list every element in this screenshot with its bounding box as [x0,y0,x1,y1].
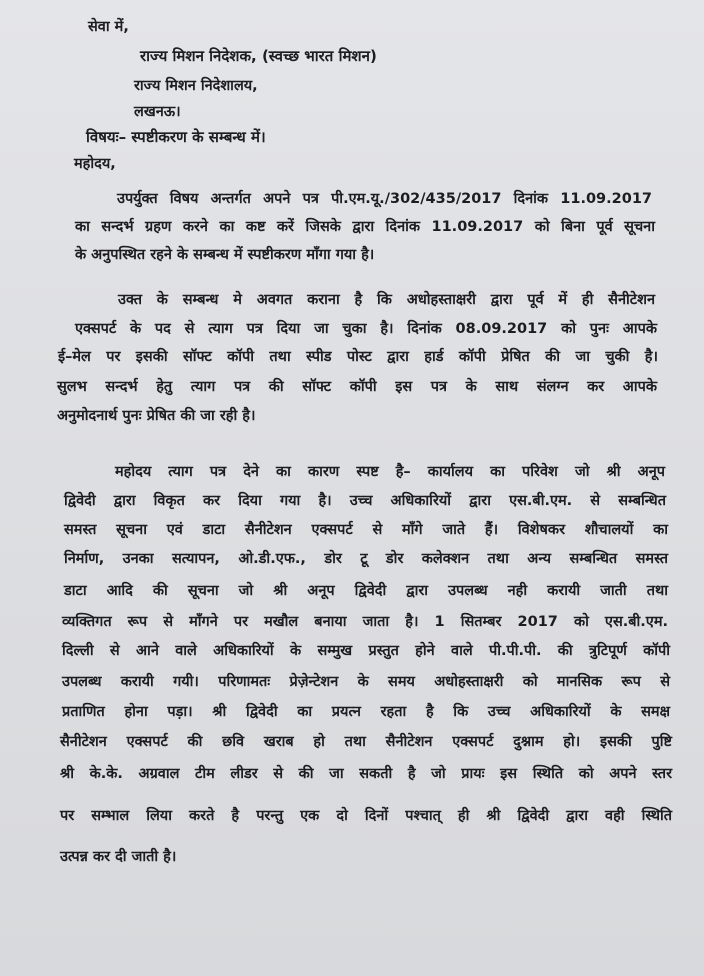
para3-line-5: डाटा आदि की सूचना जो श्री अनूप द्विवेदी द्वारा उपलब्ध नही करायी जाती तथा [64,583,668,599]
para3-line-6: व्यक्तिगत रूप से माँगने पर मखौल बनाया जाता है। 1 सितम्बर 2017 को एस.बी.एम. [62,614,668,630]
recipient-title: राज्य मिशन निदेशक, (स्वच्छ भारत मिशन) [140,47,377,65]
greeting: महोदय, [74,156,116,172]
para3-line-7: दिल्ली से आने वाले अधिकारियों के सम्मुख प्रस्तुत होने वाले पी.पी.पी. की त्रुटिपूर्ण कॉपी [62,643,670,659]
para3-line-13: उत्पन्न कर दी जाती है। [60,849,177,865]
para2-line-1: उक्त के सम्बन्ध मे अवगत कराना है कि अधोहस्ताक्षरी द्वारा पूर्व में ही सैनीटेशन [118,292,655,308]
para1-line-1: उपर्युक्त विषय अन्तर्गत अपने पत्र पी.एम.यू./302/435/2017 दिनांक 11.09.2017 [117,191,652,207]
para1-line-2: का सन्दर्भ ग्रहण करने का कष्ट करें जिसके द्वारा दिनांक 11.09.2017 को बिना पूर्व सूचना [75,219,655,235]
salutation-to: सेवा में, [88,19,129,35]
para3-line-2: द्विवेदी द्वारा विकृत कर दिया गया है। उच्च अधिकारियों द्वारा एस.बी.एम. से सम्बन्धित [64,493,666,509]
para2-line-4: सुलभ सन्दर्भ हेतु त्याग पत्र की सॉफ्ट कॉपी इस पत्र के साथ संलग्न कर आपके [57,379,657,395]
para3-line-9: प्रताणित होना पड़ा। श्री द्विवेदी का प्रयत्न रहता है कि उच्च अधिकारियों के समक्ष [62,704,670,720]
recipient-city: लखनऊ। [134,104,181,120]
para3-line-11: श्री के.के. अग्रवाल टीम लीडर से की जा सकती है जो प्रायः इस स्थिति को अपने स्तर [60,766,672,782]
para3-line-8: उपलब्ध करायी गयी। परिणामतः प्रेज़ेन्टेशन के समय अधोहस्ताक्षरी को मानसिक रूप से [62,674,670,690]
para3-line-1: महोदय त्याग पत्र देने का कारण स्पष्ट है– कार्यालय का परिवेश जो श्री अनूप [115,464,665,480]
para2-line-5: अनुमोदनार्थ पुनः प्रेषित की जा रही है। [57,408,256,424]
para3-line-10: सैनीटेशन एक्सपर्ट की छवि खराब हो तथा सैनीटेशन एक्सपर्ट दुश्नाम हो। इसकी पुष्टि [60,734,672,750]
para2-line-3: ई–मेल पर इसकी सॉफ्ट कॉपी तथा स्पीड पोस्ट द्वारा हार्ड कॉपी प्रेषित की जा चुकी है। [58,349,658,365]
para3-line-3: समस्त सूचना एवं डाटा सैनीटेशन एक्सपर्ट से माँगे जाते हैं। विशेषकर शौचालयों का [64,522,668,538]
para3-line-12: पर सम्भाल लिया करते है परन्तु एक दो दिनों पश्चात् ही श्री द्विवेदी द्वारा वही स्थिति [60,808,672,824]
subject-line: विषयः– स्पष्टीकरण के सम्बन्ध में। [86,128,266,146]
para3-line-4: निर्माण, उनका सत्यापन, ओ.डी.एफ., डोर टू डोर कलेक्शन तथा अन्य सम्बन्धित समस्त [64,551,668,567]
recipient-office: राज्य मिशन निदेशालय, [134,78,258,94]
para1-line-3: के अनुपस्थित रहने के सम्बन्ध में स्पष्टीकरण माँगा गया है। [75,247,375,263]
para2-line-2: एक्सपर्ट के पद से त्याग पत्र दिया जा चुका है। दिनांक 08.09.2017 को पुनः आपके [75,321,657,337]
